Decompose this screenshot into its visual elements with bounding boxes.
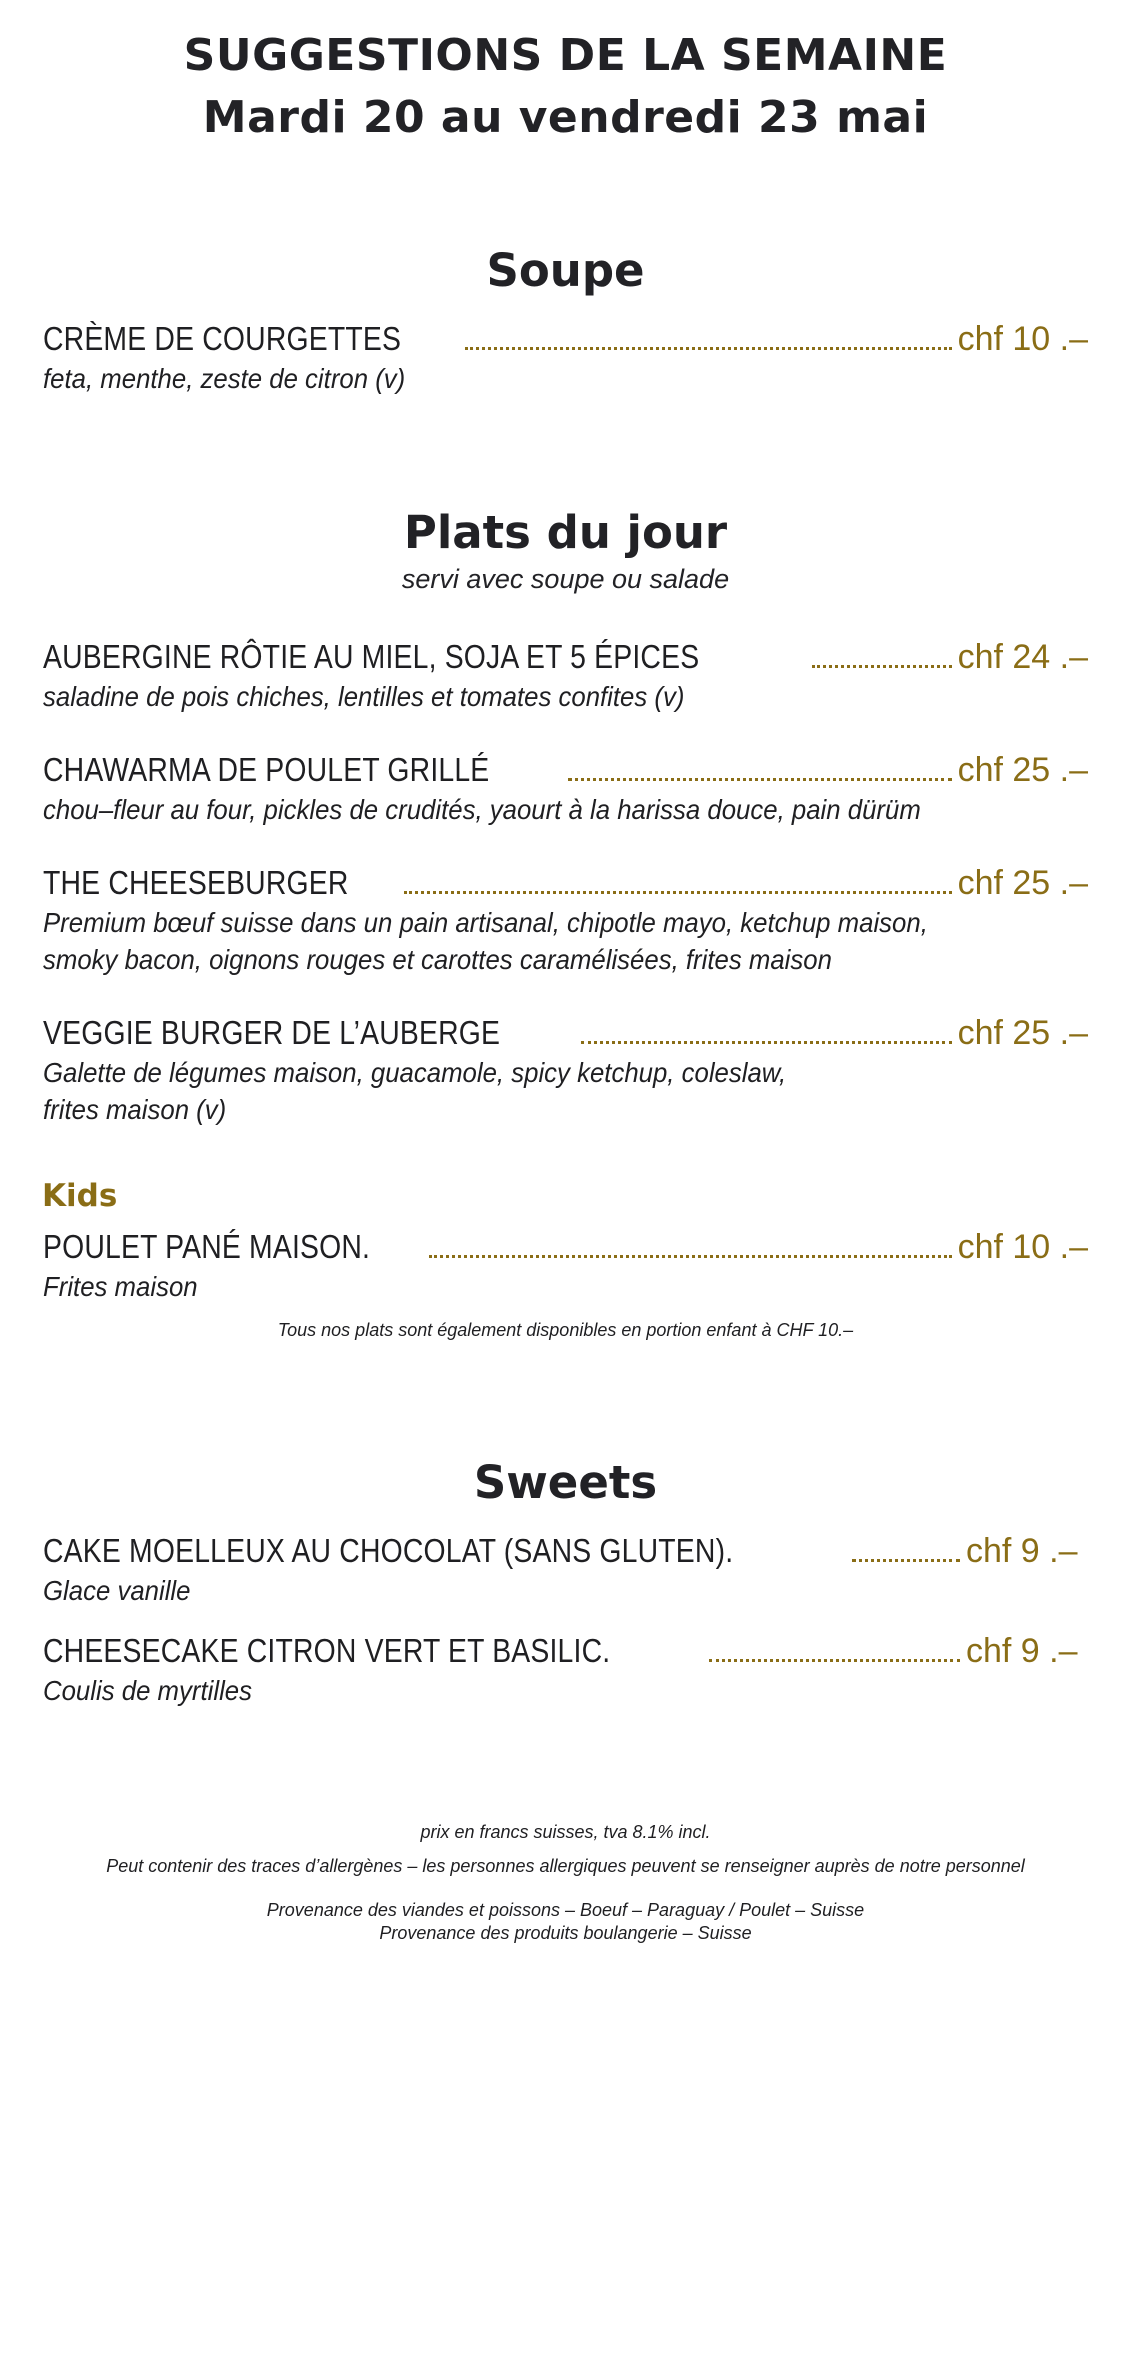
- item-description: Coulis de myrtilles: [43, 1675, 252, 1706]
- item-name: CAKE MOELLEUX AU CHOCOLAT (SANS GLUTEN).: [43, 1532, 734, 1569]
- dotted-leader: [568, 778, 952, 781]
- item-price: chf 9 .–: [966, 1532, 1078, 1570]
- menu-item: [43, 864, 1088, 978]
- item-price: chf 24 .–: [957, 638, 1088, 676]
- item-name: VEGGIE BURGER DE L’AUBERGE: [43, 1014, 501, 1051]
- menu-item: [43, 751, 1088, 828]
- item-price: chf 25 .–: [957, 1014, 1088, 1052]
- dotted-leader: [465, 347, 951, 350]
- item-price: chf 10 .–: [957, 320, 1088, 358]
- dotted-leader: [404, 891, 951, 894]
- item-name: AUBERGINE RÔTIE AU MIEL, SOJA ET 5 ÉPICES: [43, 638, 700, 675]
- item-price: chf 25 .–: [957, 751, 1088, 789]
- item-price: chf 10 .–: [957, 1228, 1088, 1266]
- allergen-note: Peut contenir des traces d’allergènes – les personnes allergiques peuvent se renseigner auprès de notre personnel: [106, 1856, 1025, 1876]
- item-description: Galette de légumes maison, guacamole, spicy ketchup, coleslaw,: [43, 1057, 787, 1088]
- item-name: POULET PANÉ MAISON.: [43, 1228, 371, 1265]
- menu-dates: Mardi 20 au vendredi 23 mai: [202, 92, 929, 143]
- kids-portion-note: Tous nos plats sont également disponibles en portion enfant à CHF 10.–: [277, 1320, 854, 1340]
- item-price: chf 9 .–: [966, 1632, 1078, 1670]
- menu-item: [43, 1228, 1088, 1305]
- menu-title: SUGGESTIONS DE LA SEMAINE: [183, 30, 948, 81]
- menu-item: [43, 1632, 1088, 1709]
- item-description: feta, menthe, zeste de citron (v): [43, 363, 406, 394]
- item-price: chf 25 .–: [957, 864, 1088, 902]
- dotted-leader: [812, 665, 951, 668]
- dotted-leader: [709, 1659, 960, 1662]
- item-name: THE CHEESEBURGER: [43, 864, 349, 901]
- menu-item: [43, 638, 1088, 715]
- section-title-kids: Kids: [42, 1178, 118, 1214]
- menu-item: [43, 1014, 1088, 1128]
- price-note: prix en francs suisses, tva 8.1% incl.: [420, 1822, 711, 1842]
- section-subtitle-plats: servi avec soupe ou salade: [401, 564, 730, 594]
- origin-bakery-note: Provenance des produits boulangerie – Suisse: [379, 1923, 752, 1943]
- item-description: frites maison (v): [43, 1094, 227, 1125]
- dotted-leader: [852, 1559, 960, 1562]
- dotted-leader: [429, 1255, 951, 1258]
- dotted-leader: [581, 1041, 952, 1044]
- item-description: Premium bœuf suisse dans un pain artisanal, chipotle mayo, ketchup maison,: [43, 907, 928, 938]
- item-description: chou–fleur au four, pickles de crudités, yaourt à la harissa douce, pain dürüm: [43, 794, 921, 825]
- item-description: saladine de pois chiches, lentilles et tomates confites (v): [43, 681, 685, 712]
- item-description: Frites maison: [43, 1271, 198, 1302]
- item-name: CHEESECAKE CITRON VERT ET BASILIC.: [43, 1632, 611, 1669]
- item-name: CHAWARMA DE POULET GRILLÉ: [43, 751, 490, 788]
- menu-item: [43, 1532, 1088, 1609]
- menu-item: [43, 320, 1088, 397]
- section-title-soupe: Soupe: [486, 244, 645, 297]
- origin-meat-note: Provenance des viandes et poissons – Boeuf – Paraguay / Poulet – Suisse: [266, 1900, 865, 1920]
- item-description: smoky bacon, oignons rouges et carottes caramélisées, frites maison: [43, 944, 832, 975]
- item-name: CRÈME DE COURGETTES: [43, 320, 402, 357]
- item-description: Glace vanille: [43, 1575, 191, 1606]
- section-title-plats: Plats du jour: [403, 506, 728, 559]
- section-title-sweets: Sweets: [473, 1456, 658, 1509]
